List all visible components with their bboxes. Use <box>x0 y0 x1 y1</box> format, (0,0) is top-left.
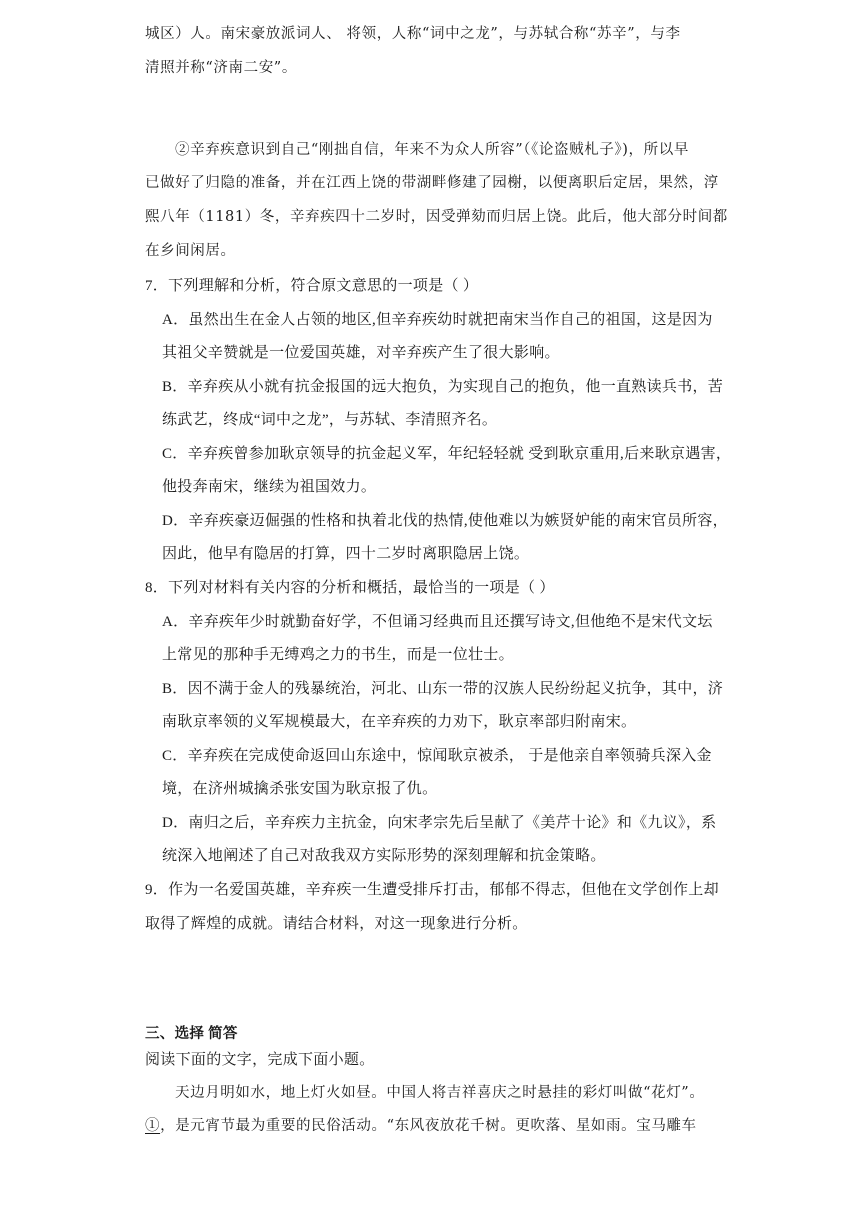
question-7-stem: 7．下列理解和分析，符合原文意思的一项是（ ） <box>145 278 479 294</box>
question-8-option-d: D．南归之后，辛弃疾力主抗金，向宋孝宗先后呈献了《美芹十论》和《九议》，系 <box>162 815 717 831</box>
section-passage-text: ，是元宵节最为重要的民俗活动。“东风夜放花千树。更吹落、星如雨。宝马雕车 <box>160 1118 697 1134</box>
question-8-option-c: C．辛弃疾在完成使命返回山东途中，惊闻耿京被杀， 于是他亲自率领骑兵深入金 <box>162 748 712 764</box>
section-passage-line: 天边月明如水，地上灯火如昼。中国人将吉祥喜庆之时悬挂的彩灯叫做“花灯”。 <box>175 1085 705 1101</box>
question-7-option-c-cont: 他投奔南宋，继续为祖国效力。 <box>162 479 377 495</box>
question-7-option-c: C．辛弃疾曾参加耿京领导的抗金起义军，年纪轻轻就 受到耿京重用,后来耿京遇害， <box>162 446 732 462</box>
passage-line: 熙八年（1181）冬，辛弃疾四十二岁时，因受弹劾而归居上饶。此后，他大部分时间都 <box>145 209 728 225</box>
blank-marker: ① <box>145 1118 161 1134</box>
question-8-stem: 8．下列对材料有关内容的分析和概括，最恰当的一项是（ ） <box>145 580 555 596</box>
question-8-option-d-cont: 统深入地阐述了自己对敌我双方实际形势的深刻理解和抗金策略。 <box>162 848 606 864</box>
question-9-stem: 9．作为一名爱国英雄，辛弃疾一生遭受排斥打击，郁郁不得志，但他在文学创作上却 <box>145 882 719 898</box>
question-8-option-b: B．因不满于金人的残暴统治，河北、山东一带的汉族人民纷纷起义抗争，其中，济 <box>162 681 724 697</box>
question-7-option-b-cont: 练武艺，终成“词中之龙”，与苏轼、李清照齐名。 <box>162 412 498 428</box>
passage-line: 已做好了归隐的准备，并在江西上饶的带湖畔修建了园榭，以便离职后定居，果然，淳 <box>145 175 719 191</box>
question-8-option-c-cont: 境，在济州城擒杀张安国为耿京报了仇。 <box>162 781 438 797</box>
section-heading: 三、选择 简答 <box>145 1026 238 1042</box>
question-9-stem-cont: 取得了辉煌的成就。请结合材料，对这一现象进行分析。 <box>145 916 528 932</box>
passage-line: ②辛弃疾意识到自己“刚拙自信，年来不为众人所容”（《论盗贼札子》)，所以早 <box>175 142 689 158</box>
passage-line: 城区）人。南宋豪放派词人、 将领，人称“词中之龙”，与苏轼合称“苏辛”，与李 <box>145 26 681 42</box>
question-7-option-d: D．辛弃疾豪迈倔强的性格和执着北伐的热情,使他难以为嫉贤妒能的南宋官员所容， <box>162 513 728 529</box>
section-instruction: 阅读下面的文字，完成下面小题。 <box>145 1052 375 1068</box>
passage-line: 在乡间闲居。 <box>145 243 236 259</box>
question-8-option-b-cont: 南耿京率领的义军规模最大，在辛弃疾的力劝下，耿京率部归附南宋。 <box>162 714 637 730</box>
passage-line: 清照并称“济南二安”。 <box>145 60 297 76</box>
question-7-option-b: B．辛弃疾从小就有抗金报国的远大抱负，为实现自己的抱负，他一直熟读兵书，苦 <box>162 379 724 395</box>
question-7-option-a-cont: 其祖父辛赞就是一位爱国英雄，对辛弃疾产生了很大影响。 <box>162 345 560 361</box>
question-7-option-a: A．虽然出生在金人占领的地区,但辛弃疾幼时就把南宋当作自己的祖国，这是因为 <box>162 312 713 328</box>
question-8-option-a-cont: 上常见的那种手无缚鸡之力的书生，而是一位壮士。 <box>162 647 514 663</box>
section-passage-line <box>145 1116 697 1136</box>
question-7-option-d-cont: 因此，他早有隐居的打算，四十二岁时离职隐居上饶。 <box>162 546 530 562</box>
question-8-option-a: A．辛弃疾年少时就勤奋好学，不但诵习经典而且还撰写诗文,但他绝不是宋代文坛 <box>162 614 713 630</box>
